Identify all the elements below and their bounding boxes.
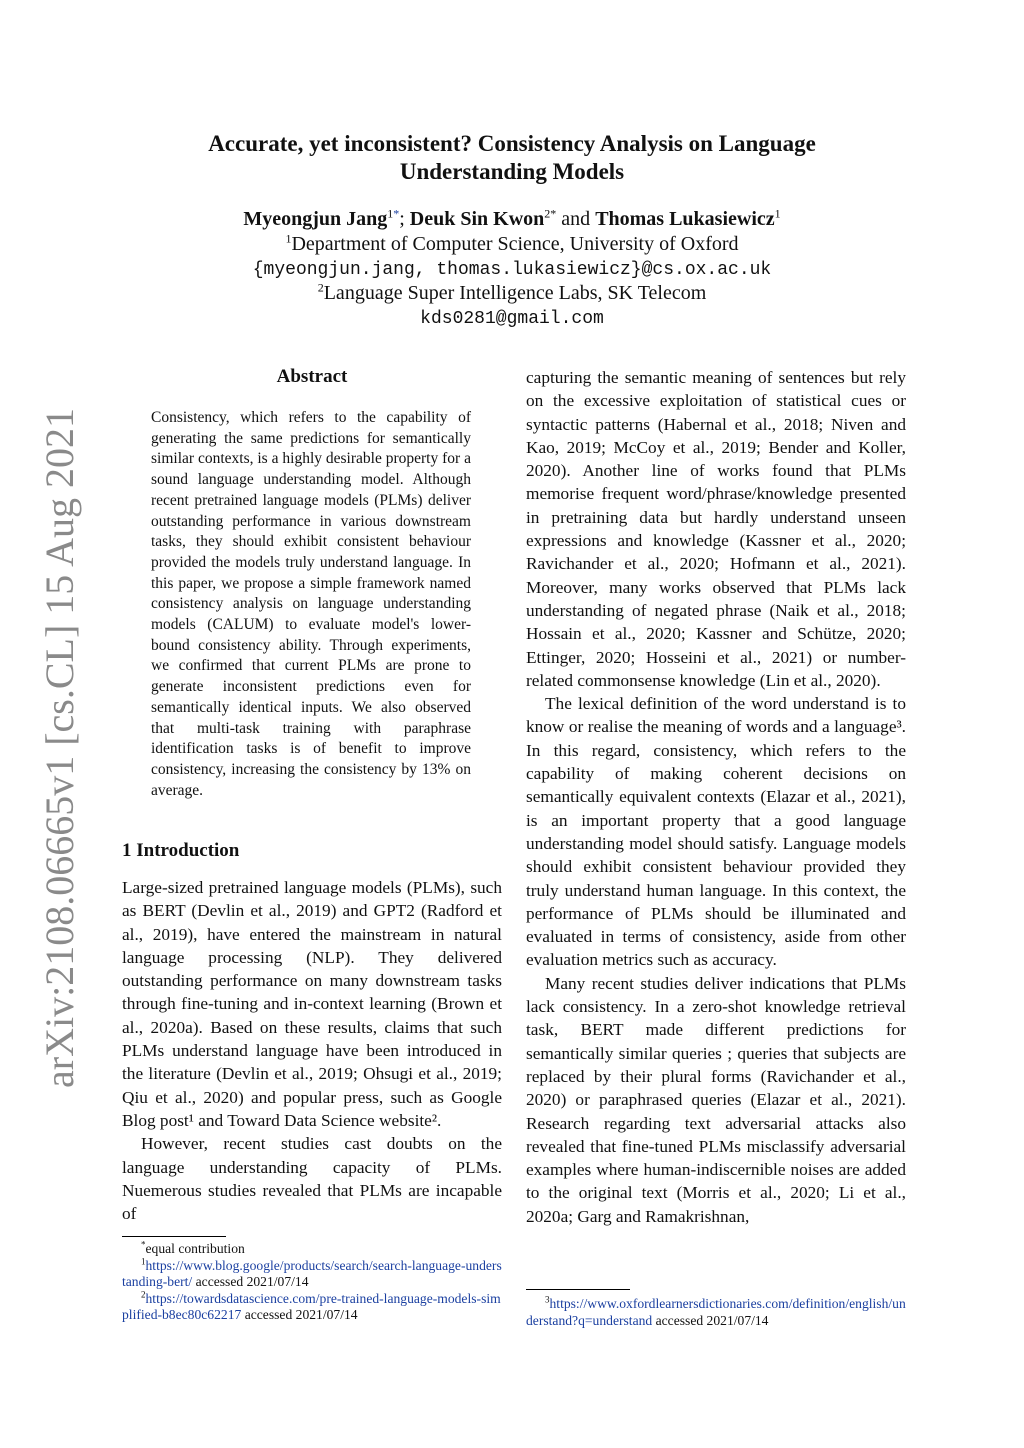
email-2: kds0281@gmail.com bbox=[420, 309, 604, 329]
footnote-equal: *equal contribution bbox=[141, 1239, 245, 1256]
footnotes-right bbox=[526, 1296, 906, 1329]
author-line: Myeongjun Jang$^{1*}$; Deuk Sin Kwon$^{2*}$ and Thomas Lukasiewicz$^1$ bbox=[243, 206, 781, 230]
footnote-equal-text: equal contribution bbox=[145, 1241, 245, 1256]
footnote-1: $^1$https://www.blog.google/products/search/search-language-understanding-bert/ accessed 2021/07/14 bbox=[122, 1255, 502, 1289]
abstract-heading: Abstract bbox=[276, 366, 348, 387]
author-1-sup: 1 bbox=[387, 206, 394, 221]
footnote-rule-right bbox=[526, 1289, 630, 1290]
email-1: {myeongjun.jang, thomas.lukasiewicz}@cs.ox.ac.uk bbox=[252, 260, 772, 280]
footnote-2: $^2$https://towardsdatascience.com/pre-trained-language-models-simplified-b8ec80c62217 accessed 2021/07/14 bbox=[122, 1288, 501, 1322]
equal-contrib-mark: * bbox=[393, 206, 400, 221]
footnote-3-accessed: accessed 2021/07/14 bbox=[655, 1312, 769, 1328]
section-heading-introduction: 1 Introduction bbox=[122, 840, 240, 861]
arxiv-stamp: arXiv:2108.06665v1 [cs.CL] 15 Aug 2021 bbox=[37, 408, 82, 1088]
affiliation-1 bbox=[150, 232, 874, 256]
affiliation-1-sup: 1 bbox=[285, 231, 292, 246]
right-paragraph-1: capturing the semantic meaning of sentences but rely on the excessive exploitation of statistical cues or syntactic patterns (Habernal et al., 2018; Niven and Kao, 2019; McCoy et al., 2019; Bender and Koller, 2020). Another line of works found that PLMs memorise frequent word/phrase/knowledge presented in pretraining data but hardly understand unseen expressions and knowledge (Kassner et al., 2020; Ravichander et al., 2020; Hofmann et al., 2021). Moreover, many works observed that PLMs lack understanding of negated phrase (Naik et al., 2018; Hossain et al., 2020; Kassner and Schütze, 2020; Ettinger, 2020; Hosseini et al., 2021) or number-related commonsense knowledge (Lin et al., 2020). bbox=[526, 368, 906, 690]
footnote-2-link[interactable]: https://towardsdatascience.com/pre-trained-language-models-simplified-b8ec80c62217 bbox=[122, 1290, 501, 1322]
right-paragraph-3: Many recent studies deliver indications that PLMs lack consistency. In a zero-shot knowledge retrieval task, BERT made different predictions for semantically similar queries ; queries that subjects are replaced by their plural forms (Ravichander et al., 2020) or paraphrased queries (Elazar et al., 2021). Research regarding text adversarial attacks also revealed that fine-tuned PLMs misclassify adversarial examples where human-indiscernible noises are added to the original text (Morris et al., 2020; Li et al., 2020a; Garg and Ramakrishnan, bbox=[526, 973, 906, 1226]
footnote-1-accessed: accessed 2021/07/14 bbox=[195, 1274, 309, 1289]
equal-contrib-mark-2: * bbox=[550, 206, 557, 221]
abstract-body: Consistency, which refers to the capability of generating the same predictions for semantically similar contexts, is a highly desirable property for a sound language understanding model. Although recent pretrained language models (PLMs) deliver outstanding performance in various downstream tasks, they should exhibit consistent behaviour provided the models truly understand language. In this paper, we propose a simple framework named consistency analysis on language understanding models (CALUM) to evaluate model's lower-bound consistency ability. Through experiments, we confirmed that current PLMs are prone to generate inconsistent predictions even for semantically identical inputs. We also observed that multi-task training with paraphrase identification tasks is of benefit to improve consistency, increasing the consistency by 13% on average. bbox=[151, 409, 471, 799]
affiliation-2-text: Language Super Intelligence Labs, SK Telecom bbox=[323, 282, 707, 304]
author-3-sup: 1 bbox=[774, 206, 781, 221]
footnote-3: $^3$https://www.oxfordlearnersdictionaries.com/definition/english/understand?q=understand accessed 2021/07/14 bbox=[526, 1294, 906, 1328]
author-3: Thomas Lukasiewicz bbox=[595, 208, 775, 230]
right-paragraph-2: The lexical definition of the word understand is to know or realise the meaning of words and a language³. In this regard, consistency, which refers to the capability of making coherent decisions on semantically equivalent contexts (Elazar et al., 2021), is an important property that a good language understanding model should satisfy. Language models should exhibit consistent behaviour provided they truly understand human language. In this context, the performance of PLMs should be illuminated and evaluated in terms of consistency, aside from other evaluation metrics such as accuracy. bbox=[526, 694, 906, 970]
affiliation-2 bbox=[150, 281, 874, 305]
footnote-3-link[interactable]: https://www.oxfordlearnersdictionaries.com/definition/english/understand?q=understand bbox=[526, 1296, 906, 1328]
footnote-1-link[interactable]: https://www.blog.google/products/search/search-language-understanding-bert/ bbox=[122, 1257, 502, 1289]
footnote-rule-left bbox=[122, 1236, 226, 1237]
affiliation-2-sup: 2 bbox=[317, 280, 324, 295]
author-2: Deuk Sin Kwon bbox=[409, 208, 545, 230]
author-2-sup: 2 bbox=[544, 206, 551, 221]
author-1: Myeongjun Jang bbox=[243, 208, 388, 230]
footnote-2-accessed: accessed 2021/07/14 bbox=[244, 1307, 358, 1322]
intro-paragraph-1: Large-sized pretrained language models (PLMs), such as BERT (Devlin et al., 2019) and GPT2 (Radford et al., 2019), have entered the mainstream in natural language processing (NLP). They delivered outstanding performance on many downstream tasks through fine-tuning and in-context learning (Brown et al., 2020a). Based on these results, claims that such PLMs understand language have been introduced in the literature (Devlin et al., 2019; Ohsugi et al., 2019; Qiu et al., 2020) and popular press, such as Google Blog post¹ and Toward Data Science website². bbox=[122, 878, 502, 1130]
paper-title: Accurate, yet inconsistent? Consistency Analysis on Language Understanding Models bbox=[208, 131, 816, 184]
author-and: and bbox=[561, 208, 591, 230]
footnotes-left bbox=[122, 1241, 502, 1324]
left-column bbox=[122, 876, 502, 1225]
affiliation-1-text: Department of Computer Science, University of Oxford bbox=[291, 233, 739, 255]
intro-paragraph-2: However, recent studies cast doubts on the language understanding capacity of PLMs. Nuemerous studies revealed that PLMs are incapable of bbox=[122, 1134, 502, 1224]
right-column bbox=[526, 366, 906, 1228]
